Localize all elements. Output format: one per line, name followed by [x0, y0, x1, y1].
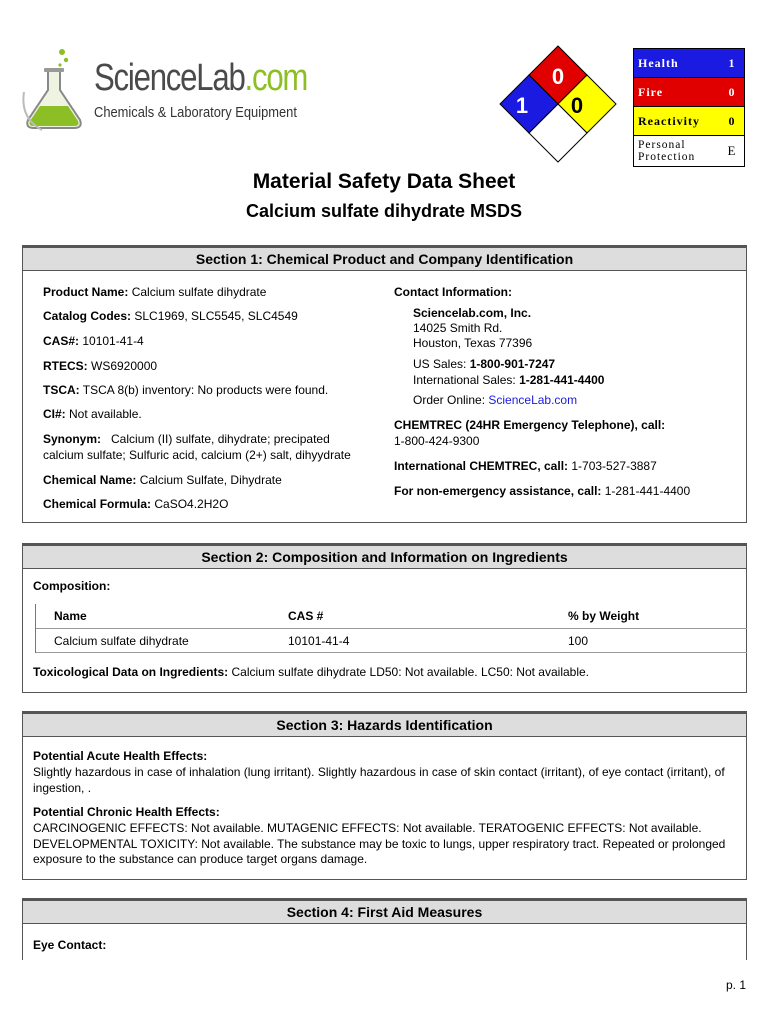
- logo-lab: Lab: [196, 57, 245, 99]
- document-title: Material Safety Data Sheet: [252, 170, 516, 193]
- section-2: [22, 543, 747, 693]
- rtecs-field: RTECS: WS6920000: [43, 359, 158, 373]
- col-name-header: Name: [54, 609, 87, 623]
- section-2-header: Section 2: Composition and Information on Ingredients: [23, 544, 746, 569]
- chemtrec-phone: 1-800-424-9300: [394, 434, 480, 448]
- company-name: Sciencelab.com, Inc.: [413, 306, 532, 320]
- hmis-ppe-label-1: Personal: [638, 139, 686, 151]
- hmis-ppe-row: [634, 136, 744, 166]
- chemical-name-field: Chemical Name: Calcium Sulfate, Dihydrate: [43, 473, 282, 487]
- acute-effects-label: Potential Acute Health Effects:: [33, 749, 208, 763]
- section-1-header: Section 1: Chemical Product and Company Identification: [23, 246, 746, 271]
- section-1: [22, 245, 747, 523]
- hmis-reactivity-row: [634, 107, 744, 136]
- nfpa-flammability: 0: [551, 64, 565, 89]
- ingredient-cas: 10101-41-4: [288, 633, 350, 648]
- eye-contact-label: Eye Contact:: [33, 938, 107, 952]
- composition-table: [35, 604, 747, 653]
- non-emergency-field: For non-emergency assistance, call: 1-281-441-4400: [394, 484, 691, 498]
- logo-science: Science: [94, 57, 197, 99]
- company-address-2: Houston, Texas 77396: [413, 336, 533, 350]
- hmis-reactivity-label: Reactivity: [638, 113, 700, 128]
- company-address-1: 14025 Smith Rd.: [413, 321, 503, 335]
- catalog-codes-field: Catalog Codes: SLC1969, SLC5545, SLC4549: [43, 309, 298, 323]
- hmis-ppe-value: E: [727, 143, 737, 158]
- composition-label: Composition:: [33, 579, 111, 593]
- chronic-effects-text: CARCINOGENIC EFFECTS: Not available. MUTAGENIC EFFECTS: Not available. TERATOGENIC EFFECTS: Not available. DEVELOPMENTAL TOXICITY: Not available. The substance may be toxic to lungs, upper respiratory tract. Repeated or prolonged exposure to the substance can produce target organs damage.: [33, 821, 726, 866]
- logo-tagline: Chemicals & Laboratory Equipment: [94, 104, 297, 121]
- page-number: p. 1: [725, 978, 746, 992]
- nfpa-diamond: [498, 44, 618, 164]
- section-4-header: Section 4: First Aid Measures: [23, 899, 746, 924]
- document-subtitle: Calcium sulfate dihydrate MSDS: [245, 201, 523, 221]
- col-cas-header: CAS #: [288, 609, 324, 623]
- section-4: [22, 898, 747, 960]
- table-row: [36, 629, 747, 653]
- hmis-health-label: Health: [638, 55, 679, 70]
- sciencelab-logo: [22, 44, 308, 134]
- cas-field: CAS#: 10101-41-4: [43, 334, 144, 348]
- hmis-health-row: [634, 49, 744, 78]
- us-sales-field: US Sales: 1-800-901-7247: [413, 357, 556, 371]
- logo-dotcom: .com: [244, 57, 308, 99]
- chemtrec-label: CHEMTREC (24HR Emergency Telephone), call:: [394, 418, 666, 432]
- hmis-ppe-label-2: Protection: [638, 151, 696, 163]
- col-weight-header: % by Weight: [568, 609, 640, 623]
- toxicological-data: Toxicological Data on Ingredients: Calcium sulfate dihydrate LD50: Not available. LC50: Not available.: [33, 665, 590, 679]
- intl-chemtrec-field: International CHEMTREC, call: 1-703-527-3887: [394, 459, 657, 473]
- hmis-rating-table: [633, 48, 745, 167]
- ingredient-name: Calcium sulfate dihydrate: [54, 633, 189, 648]
- chronic-effects-label: Potential Chronic Health Effects:: [33, 805, 220, 819]
- synonym-field: Synonym: Calcium (II) sulfate, dihydrate; precipated calcium sulfate; Sulfuric acid, calcium (2+) salt, dihyydrate: [43, 432, 351, 462]
- section-3-header: Section 3: Hazards Identification: [23, 712, 746, 737]
- hmis-fire-value: 0: [728, 84, 736, 99]
- order-online-field: Order Online: ScienceLab.com: [413, 393, 578, 407]
- logo-wordmark: [94, 58, 307, 98]
- composition-header-row: [36, 604, 747, 629]
- nfpa-health: 1: [515, 93, 529, 118]
- hmis-reactivity-value: 0: [728, 113, 736, 128]
- section-3: [22, 711, 747, 880]
- intl-sales-field: International Sales: 1-281-441-4400: [413, 373, 605, 387]
- contact-info-label: Contact Information:: [394, 285, 512, 299]
- ci-field: CI#: Not available.: [43, 407, 142, 421]
- ingredient-weight: 100: [568, 633, 589, 648]
- acute-effects-text: Slightly hazardous in case of inhalation (lung irritant). Slightly hazardous in case of skin contact (irritant), of eye contact (irritant), of ingestion, .: [33, 765, 725, 795]
- chemical-formula-field: Chemical Formula: CaSO4.2H2O: [43, 497, 229, 511]
- product-name-field: Product Name: Calcium sulfate dihydrate: [43, 285, 267, 299]
- hmis-fire-label: Fire: [638, 84, 664, 99]
- sciencelab-link[interactable]: ScienceLab.com: [488, 393, 578, 407]
- flask-icon: [22, 48, 94, 132]
- hmis-fire-row: [634, 78, 744, 107]
- tsca-field: TSCA: TSCA 8(b) inventory: No products were found.: [43, 383, 329, 397]
- nfpa-reactivity: 0: [570, 93, 584, 118]
- hmis-health-value: 1: [728, 55, 736, 70]
